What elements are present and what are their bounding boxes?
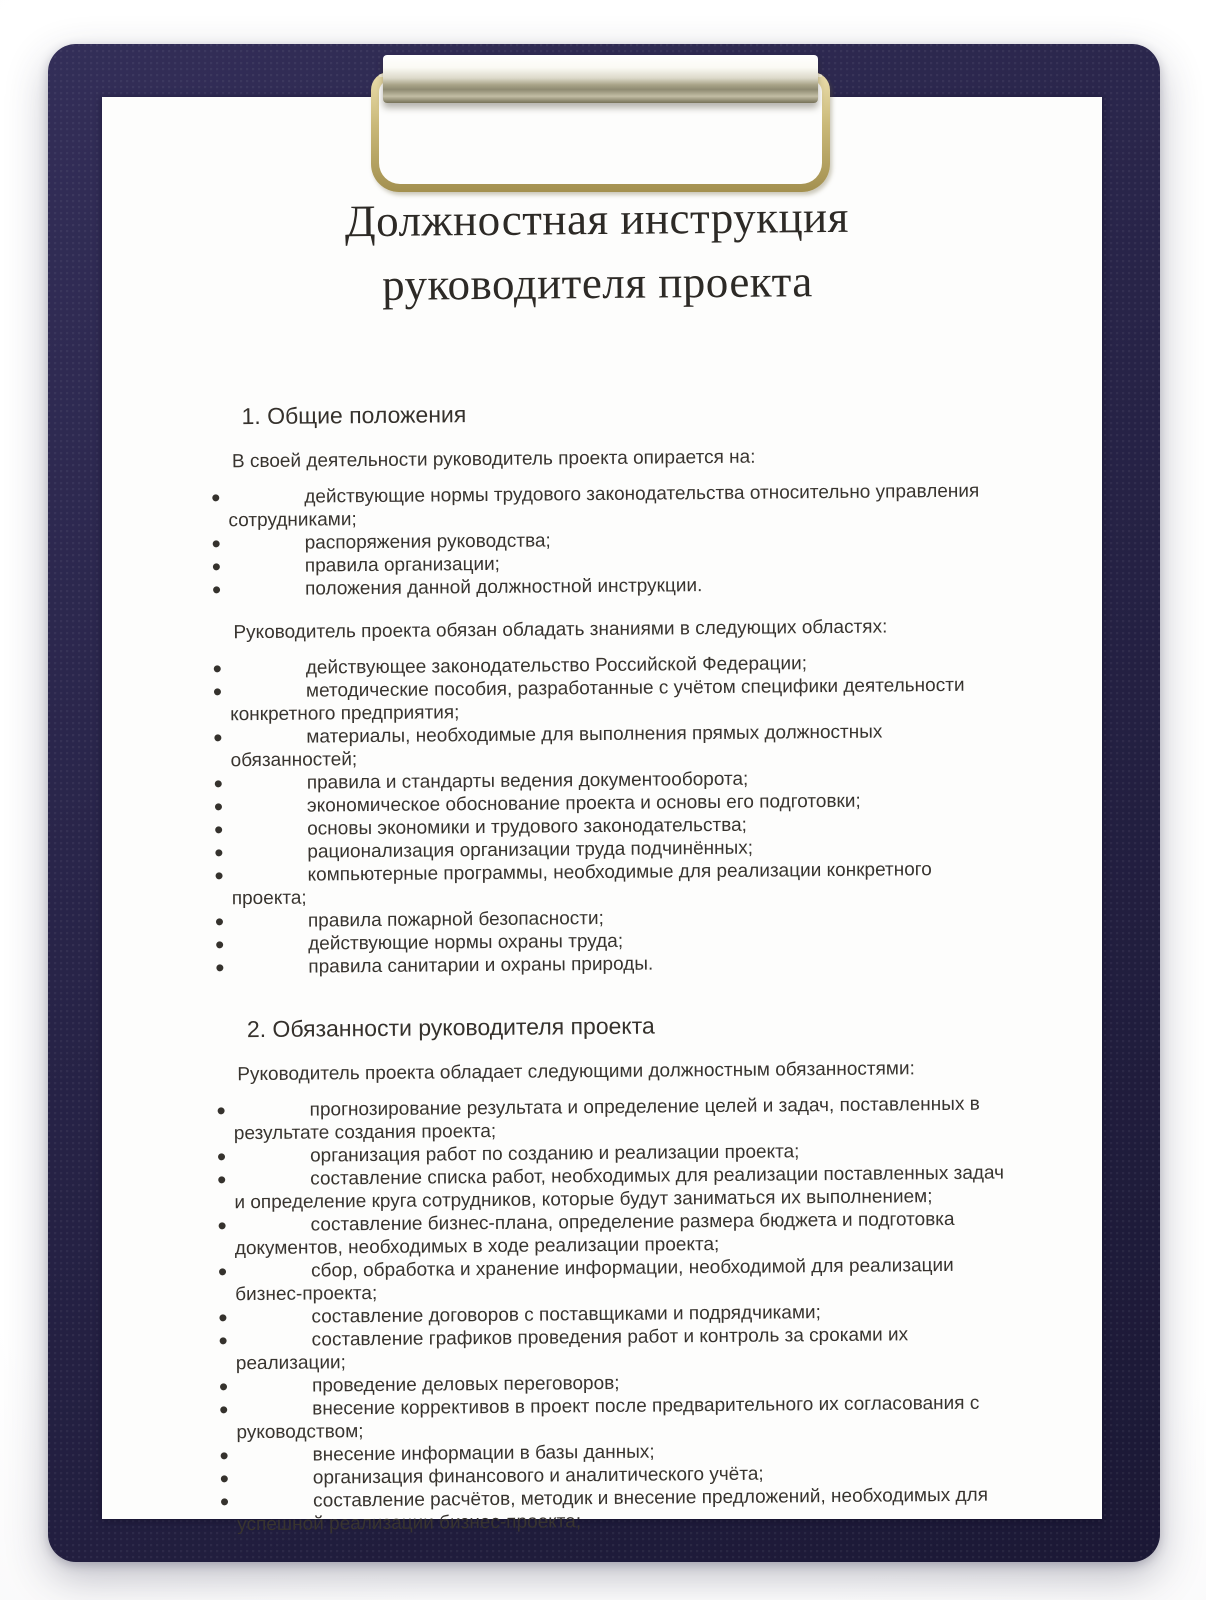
list-item-text: прогнозирование результата и определение целей и задач, поставленных в результате создания проекта; [233, 1093, 980, 1145]
section-heading: 1. Общие положения [241, 401, 467, 430]
list-item-text: сбор, обработка и хранение информации, необходимой для реализации бизнес-проекта; [235, 1254, 954, 1306]
paragraph: Руководитель проекта обязан обладать знаниями в следующих областях: [233, 616, 888, 644]
document-body [227, 396, 1009, 1537]
list-item-text: внесение информации в базы данных; [312, 1441, 655, 1466]
bullet-icon [218, 1176, 225, 1183]
paragraph: В своей деятельности руководитель проекта опирается на: [231, 446, 756, 473]
list-item [230, 674, 1002, 727]
bullet-icon [220, 1383, 227, 1390]
list-item-text: организация работ по созданию и реализации проекта; [309, 1141, 800, 1167]
bullet-icon [220, 1337, 227, 1344]
bullet-icon [215, 780, 222, 787]
bullet-icon [219, 1314, 226, 1321]
bullet-icon [215, 803, 222, 810]
list-item-text: проведение деловых переговоров; [311, 1372, 620, 1397]
list-item [237, 1483, 1009, 1536]
bullet-icon [215, 826, 222, 833]
list-item-text: действующие нормы трудового законодательства относительно управления сотрудниками; [228, 480, 980, 532]
bullet-list [230, 651, 1005, 980]
clipboard-board [48, 44, 1160, 1562]
list-item-text: составление бизнес-плана, определение размера бюджета и подготовка документов, необходимых в ходе реализации проекта; [234, 1208, 955, 1260]
title-line-2: руководителя проекта [381, 256, 813, 310]
list-item-text: правила пожарной безопасности; [307, 907, 604, 932]
list-item-text: составление графиков проведения работ и контроль за сроками их реализации; [235, 1324, 909, 1375]
bullet-icon [214, 688, 221, 695]
list-item-text: положения данной должностной инструкции. [304, 575, 703, 600]
list-item-text: составление расчётов, методик и внесение предложений, необходимых для успешной реализации бизнес-проекта; [237, 1484, 989, 1536]
bullet-icon [216, 941, 223, 948]
bullet-icon [219, 1222, 226, 1229]
list-item-text: действующее законодательство Российской Федерации; [305, 653, 808, 679]
bullet-icon [212, 494, 219, 501]
list-item [236, 1322, 1008, 1375]
list-item-text: основы экономики и трудового законодательства; [307, 814, 747, 840]
list-item [235, 1207, 1007, 1260]
bullet-list [234, 1092, 1010, 1536]
section-heading: 2. Обязанности руководителя проекта [246, 1012, 655, 1043]
bullet-icon [220, 1406, 227, 1413]
bullet-icon [213, 586, 220, 593]
bullet-icon [216, 964, 223, 971]
list-item-text: организация финансового и аналитического учёта; [312, 1463, 764, 1489]
document-title [107, 183, 1088, 320]
list-item [230, 720, 1002, 773]
bullet-icon [213, 563, 220, 570]
bullet-icon [218, 1153, 225, 1160]
list-item-text: экономическое обоснование проекта и основы его подготовки; [306, 790, 861, 817]
paragraph: Руководитель проекта обладает следующими должностным обязанностями: [237, 1058, 915, 1086]
bullet-icon [219, 1268, 226, 1275]
bullet-icon [216, 918, 223, 925]
list-item-text: правила и стандарты ведения документооборота; [306, 768, 749, 794]
document-content [96, 93, 1108, 1536]
list-item [235, 1253, 1007, 1306]
list-item-text: внесение коррективов в проект после предварительного их согласования с руководством; [236, 1392, 980, 1444]
list-item-text: распоряжения руководства; [304, 530, 551, 554]
list-item-text: составление договоров с поставщиками и подрядчиками; [311, 1302, 821, 1328]
bullet-icon [216, 872, 223, 879]
list-item-text: методические пособия, разработанные с учётом специфики деятельности конкретного предприятия; [230, 674, 965, 726]
list-item-text: компьютерные программы, необходимые для реализации конкретного проекта; [231, 859, 932, 910]
bullet-icon [221, 1475, 228, 1482]
bullet-icon [221, 1498, 228, 1505]
list-item [234, 1161, 1006, 1214]
bullet-icon [214, 665, 221, 672]
bullet-icon [213, 540, 220, 547]
list-item [231, 857, 1003, 910]
list-item-text: рационализация организации труда подчинённых; [307, 837, 754, 863]
list-item-text: составление списка работ, необходимых для реализации поставленных задач и определение круга сотрудников, которые будут заниматься их выполнением; [234, 1162, 1005, 1214]
bullet-icon [221, 1452, 228, 1459]
list-item-text: правила организации; [304, 553, 501, 577]
list-item [228, 480, 1000, 533]
list-item [234, 1092, 1006, 1145]
list-item-text: действующие нормы охраны труда; [308, 930, 624, 955]
title-line-1: Должностная инструкция [344, 191, 850, 247]
bullet-icon [214, 734, 221, 741]
bullet-icon [218, 1107, 225, 1114]
list-item-text: материалы, необходимые для выполнения прямых должностных обязанностей; [230, 721, 883, 772]
list-item [236, 1391, 1008, 1444]
bullet-list [228, 480, 1001, 602]
bullet-icon [215, 849, 222, 856]
paper-sheet [102, 97, 1102, 1536]
list-item-text: правила санитарии и охраны природы. [308, 953, 654, 978]
